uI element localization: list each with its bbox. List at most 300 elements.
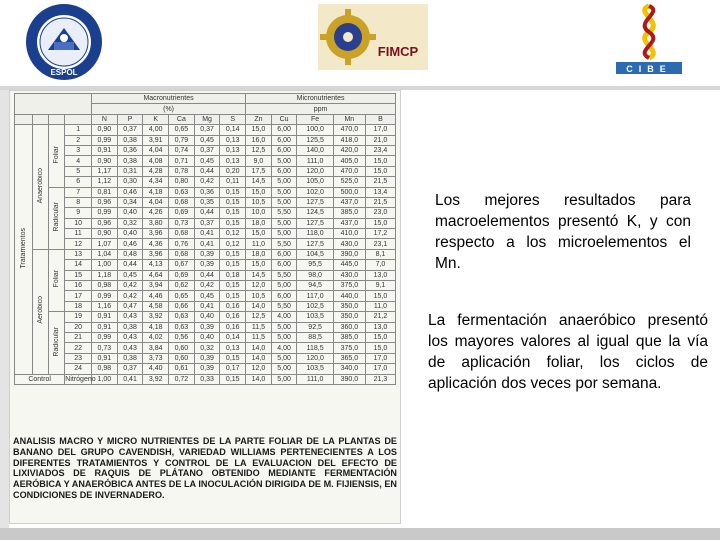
table-cell: 0,40 — [194, 312, 220, 322]
table-cell: 6,00 — [271, 260, 297, 270]
table-cell: 0,31 — [117, 166, 143, 176]
table-cell: 4,00 — [271, 312, 297, 322]
table-cell: 0,39 — [194, 249, 220, 259]
table-cell: 0,67 — [169, 260, 195, 270]
table-cell: 4,26 — [143, 208, 169, 218]
table-cell: 4,18 — [143, 187, 169, 197]
table-cell: 0,15 — [220, 260, 246, 270]
control-label: Control — [15, 374, 65, 384]
treatment-number: 18 — [65, 301, 92, 311]
table-cell: 0,99 — [92, 208, 118, 218]
table-cell: 0,13 — [220, 135, 246, 145]
anaerobico-label — [33, 125, 49, 250]
table-cell: 120,0 — [297, 166, 333, 176]
table-cell: 0,46 — [117, 239, 143, 249]
table-cell: 437,0 — [333, 218, 365, 228]
table-cell: 0,45 — [117, 270, 143, 280]
table-cell: 0,34 — [117, 197, 143, 207]
table-cell: 3,80 — [143, 218, 169, 228]
table-cell: 5,00 — [271, 364, 297, 374]
table-cell: 0,42 — [194, 177, 220, 187]
table-cell: 0,39 — [194, 353, 220, 363]
table-cell: 0,61 — [169, 364, 195, 374]
table-row — [15, 145, 396, 155]
table-cell: 95,5 — [297, 260, 333, 270]
table-cell: 12,5 — [246, 312, 272, 322]
table-cell: 5,00 — [271, 156, 297, 166]
table-cell: 3,84 — [143, 343, 169, 353]
fimcp-logo — [318, 4, 428, 70]
table-cell: 0,30 — [117, 177, 143, 187]
cibe-logo — [614, 2, 684, 76]
table-cell: 102,5 — [297, 301, 333, 311]
table-cell: 1,04 — [92, 249, 118, 259]
radicular-label-text: Radicular — [53, 201, 61, 232]
table-cell: 4,00 — [271, 343, 297, 353]
table-cell: 120,0 — [297, 353, 333, 363]
table-cell: 88,5 — [297, 332, 333, 342]
table-cell: 0,91 — [92, 145, 118, 155]
table-cell: 0,38 — [117, 156, 143, 166]
table-cell: 103,5 — [297, 312, 333, 322]
table-cell: 0,65 — [169, 125, 195, 135]
table-cell: 0,15 — [220, 187, 246, 197]
table-cell: 0,96 — [92, 197, 118, 207]
table-cell: 0,33 — [194, 374, 220, 384]
table-row — [15, 364, 396, 374]
table-cell: 21,2 — [365, 312, 395, 322]
table-cell: 0,37 — [194, 145, 220, 155]
table-cell: 0,78 — [169, 166, 195, 176]
table-cell: 0,41 — [194, 239, 220, 249]
table-row — [15, 239, 396, 249]
treatment-number: 12 — [65, 239, 92, 249]
table-cell: 6,00 — [271, 145, 297, 155]
table-cell: 5,00 — [271, 281, 297, 291]
table-cell: 0,90 — [92, 156, 118, 166]
macro-header: Macronutrientes — [92, 94, 246, 104]
table-cell: 0,42 — [117, 291, 143, 301]
table-cell: 420,0 — [333, 145, 365, 155]
table-cell: 0,14 — [220, 125, 246, 135]
table-cell: 0,47 — [117, 301, 143, 311]
table-cell: 0,44 — [194, 270, 220, 280]
table-cell: 0,15 — [220, 197, 246, 207]
table-cell: 92,5 — [297, 322, 333, 332]
table-cell: 125,5 — [297, 135, 333, 145]
treatment-number: 14 — [65, 260, 92, 270]
table-cell: 418,0 — [333, 135, 365, 145]
aerobico-label-text: Aeróbico — [37, 296, 45, 325]
table-cell: 4,40 — [143, 364, 169, 374]
table-cell: 0,99 — [92, 135, 118, 145]
table-cell: 0,39 — [194, 260, 220, 270]
column-header: Mg — [194, 114, 220, 124]
table-cell: 0,38 — [117, 353, 143, 363]
table-row — [15, 218, 396, 228]
table-row — [15, 291, 396, 301]
table-cell: 10,5 — [246, 291, 272, 301]
table-cell: 4,18 — [143, 322, 169, 332]
table-cell: 4,34 — [143, 177, 169, 187]
table-cell: 98,0 — [297, 270, 333, 280]
treatment-number: 9 — [65, 208, 92, 218]
table-cell: 17,0 — [365, 353, 395, 363]
table-cell: 5,00 — [271, 197, 297, 207]
table-cell: 0,99 — [92, 291, 118, 301]
table-cell: 0,37 — [194, 218, 220, 228]
table-row — [15, 135, 396, 145]
table-cell: 0,96 — [92, 218, 118, 228]
table-cell: 5,00 — [271, 177, 297, 187]
table-cell: 17,5 — [246, 166, 272, 176]
table-cell: 350,0 — [333, 301, 365, 311]
table-cell: 0,43 — [117, 332, 143, 342]
table-cell: 14,0 — [246, 374, 272, 384]
control-treatment: Nitrógeno — [65, 375, 96, 383]
header — [0, 0, 720, 86]
treatment-number: 11 — [65, 229, 92, 239]
table-row — [15, 270, 396, 280]
table-cell: 16,0 — [246, 135, 272, 145]
table-cell: 14,0 — [246, 343, 272, 353]
table-cell: 0,18 — [220, 270, 246, 280]
table-cell: 15,0 — [365, 343, 395, 353]
table-cell: 4,13 — [143, 260, 169, 270]
table-cell: 5,00 — [271, 229, 297, 239]
table-cell: 1,00 — [92, 374, 118, 384]
table-cell: 0,37 — [117, 125, 143, 135]
table-cell: 3,96 — [143, 229, 169, 239]
foliar-label-text: Foliar — [53, 270, 61, 288]
table-cell: 6,00 — [271, 125, 297, 135]
table-cell: 6,00 — [271, 249, 297, 259]
table-cell: 0,16 — [220, 301, 246, 311]
table-cell: 0,41 — [194, 229, 220, 239]
table-cell: 21,5 — [365, 177, 395, 187]
svg-text:FIMCP: FIMCP — [377, 44, 419, 59]
table-cell: 6,00 — [271, 291, 297, 301]
table-row — [15, 156, 396, 166]
table-cell: 4,04 — [143, 197, 169, 207]
table-cell: 0,13 — [220, 156, 246, 166]
table-cell: 12,0 — [246, 281, 272, 291]
table-cell: 0,11 — [220, 177, 246, 187]
treatment-number: 8 — [65, 197, 92, 207]
table-cell: 0,62 — [169, 281, 195, 291]
treatment-number: 16 — [65, 281, 92, 291]
table-cell: 23,1 — [365, 239, 395, 249]
anaerobico-label-text: Anaeróbico — [37, 167, 45, 204]
column-header: P — [117, 114, 143, 124]
table-cell: 0,48 — [117, 249, 143, 259]
table-cell: 0,32 — [117, 218, 143, 228]
table-row — [15, 260, 396, 270]
table-cell: 0,73 — [169, 218, 195, 228]
treatment-number: 4 — [65, 156, 92, 166]
table-cell: 4,58 — [143, 301, 169, 311]
table-cell: 375,0 — [333, 281, 365, 291]
table-cell: 4,02 — [143, 332, 169, 342]
table-cell: 10,5 — [246, 197, 272, 207]
treatment-number: 20 — [65, 322, 92, 332]
table-cell: 15,0 — [365, 156, 395, 166]
treatment-number: 10 — [65, 218, 92, 228]
table-row — [15, 332, 396, 342]
table-cell: 127,5 — [297, 197, 333, 207]
table-cell: 385,0 — [333, 208, 365, 218]
table-cell: 0,68 — [169, 249, 195, 259]
table-cell: 390,0 — [333, 374, 365, 384]
table-cell: 0,13 — [220, 145, 246, 155]
table-cell: 0,16 — [220, 312, 246, 322]
table-cell: 15,0 — [365, 291, 395, 301]
left-edge-strip — [0, 90, 9, 528]
table-cell: 405,0 — [333, 156, 365, 166]
table-cell: 3,96 — [143, 249, 169, 259]
table-cell: 0,63 — [169, 312, 195, 322]
table-cell: 6,00 — [271, 135, 297, 145]
radicular-label-text: Radicular — [53, 326, 61, 357]
table-cell: 15,0 — [365, 166, 395, 176]
table-cell: 5,00 — [271, 187, 297, 197]
table-cell: 0,45 — [194, 135, 220, 145]
column-header: Zn — [246, 114, 272, 124]
table-cell: 0,44 — [117, 260, 143, 270]
table-cell: 0,66 — [169, 301, 195, 311]
foliar-label — [49, 125, 65, 187]
table-cell: 0,44 — [194, 208, 220, 218]
treatment-number: 21 — [65, 332, 92, 342]
table-cell: 9,0 — [246, 156, 272, 166]
table-cell: 127,5 — [297, 239, 333, 249]
table-cell: 0,76 — [169, 239, 195, 249]
table-cell: 0,45 — [194, 156, 220, 166]
table-cell: 0,15 — [220, 218, 246, 228]
treatment-number: 7 — [65, 187, 92, 197]
table-cell: 0,65 — [169, 291, 195, 301]
table-cell: 437,0 — [333, 197, 365, 207]
treatment-number: 2 — [65, 135, 92, 145]
table-cell: 94,5 — [297, 281, 333, 291]
table-row — [15, 249, 396, 259]
treatment-number: 19 — [65, 312, 92, 322]
table-cell: 0,46 — [117, 187, 143, 197]
table-cell: 1,16 — [92, 301, 118, 311]
table-cell: 15,0 — [365, 332, 395, 342]
table-cell: 350,0 — [333, 312, 365, 322]
table-cell: 0,39 — [194, 322, 220, 332]
table-cell: 21,3 — [365, 374, 395, 384]
nutrient-table-figure — [9, 90, 401, 524]
table-cell: 5,50 — [271, 239, 297, 249]
table-cell: 118,5 — [297, 343, 333, 353]
table-row — [15, 166, 396, 176]
table-cell: 0,32 — [194, 343, 220, 353]
table-cell: 4,00 — [143, 125, 169, 135]
table-cell: 3,92 — [143, 374, 169, 384]
table-cell: 21,0 — [365, 135, 395, 145]
table-cell: 0,60 — [169, 343, 195, 353]
treatment-number: 13 — [65, 249, 92, 259]
table-cell: 0,15 — [220, 291, 246, 301]
table-cell: 5,50 — [271, 208, 297, 218]
table-cell: 111,0 — [297, 156, 333, 166]
table-cell: 13,0 — [365, 270, 395, 280]
table-cell: 0,73 — [92, 343, 118, 353]
table-cell: 5,00 — [271, 353, 297, 363]
table-cell: 9,1 — [365, 281, 395, 291]
column-header: Ca — [169, 114, 195, 124]
table-cell: 11,5 — [246, 332, 272, 342]
treatment-number: 1 — [65, 125, 92, 135]
table-cell: 0,16 — [220, 322, 246, 332]
table-cell: 0,40 — [194, 332, 220, 342]
table-cell: 0,43 — [117, 312, 143, 322]
table-cell: 11,0 — [246, 239, 272, 249]
table-cell: 15,0 — [246, 187, 272, 197]
table-cell: 4,28 — [143, 166, 169, 176]
foliar-label — [49, 249, 65, 311]
table-cell: 0,91 — [92, 312, 118, 322]
table-cell: 14,5 — [246, 177, 272, 187]
table-cell: 375,0 — [333, 343, 365, 353]
table-cell: 0,40 — [117, 229, 143, 239]
table-cell: 0,71 — [169, 156, 195, 166]
table-cell: 0,15 — [220, 249, 246, 259]
table-cell: 10,0 — [246, 208, 272, 218]
table-cell: 340,0 — [333, 364, 365, 374]
table-cell: 0,90 — [92, 229, 118, 239]
table-cell: 0,42 — [117, 281, 143, 291]
table-row — [15, 281, 396, 291]
table-cell: 5,00 — [271, 218, 297, 228]
table-cell: 127,5 — [297, 218, 333, 228]
tratamientos-label-text: Tratamientos — [20, 227, 28, 269]
table-cell: 17,0 — [365, 125, 395, 135]
table-cell: 103,5 — [297, 364, 333, 374]
table-cell: 1,07 — [92, 239, 118, 249]
column-header: Fe — [297, 114, 333, 124]
table-cell: 13,4 — [365, 187, 395, 197]
table-cell: 0,68 — [169, 229, 195, 239]
column-header: Mn — [333, 114, 365, 124]
radicular-label — [49, 312, 65, 374]
table-cell: 0,38 — [117, 322, 143, 332]
table-row — [15, 353, 396, 363]
table-cell: 410,0 — [333, 229, 365, 239]
espol-logo — [24, 2, 104, 82]
table-cell: 0,91 — [92, 353, 118, 363]
table-cell: 0,56 — [169, 332, 195, 342]
table-cell: 0,15 — [220, 353, 246, 363]
table-cell: 0,90 — [92, 125, 118, 135]
column-header: Cu — [271, 114, 297, 124]
aerobico-label — [33, 249, 49, 374]
column-header: S — [220, 114, 246, 124]
table-cell: 15,0 — [246, 260, 272, 270]
table-cell: 0,42 — [194, 281, 220, 291]
table-cell: 4,36 — [143, 239, 169, 249]
table-cell: 0,74 — [169, 145, 195, 155]
table-cell: 0,17 — [220, 364, 246, 374]
table-cell: 365,0 — [333, 353, 365, 363]
table-row — [15, 312, 396, 322]
table-cell: 124,5 — [297, 208, 333, 218]
table-cell: 0,20 — [220, 166, 246, 176]
table-row — [15, 177, 396, 187]
column-header: N — [92, 114, 118, 124]
table-corner — [15, 94, 92, 115]
table-cell: 1,12 — [92, 177, 118, 187]
table-cell: 0,15 — [220, 374, 246, 384]
table-cell: 0,72 — [169, 374, 195, 384]
foliar-label-text: Foliar — [53, 145, 61, 164]
table-row — [15, 125, 396, 135]
table-cell: 0,44 — [194, 166, 220, 176]
table-cell: 0,79 — [169, 135, 195, 145]
empty-head — [49, 114, 65, 124]
table-cell: 0,99 — [92, 332, 118, 342]
table-cell: 105,0 — [297, 177, 333, 187]
table-cell: 3,94 — [143, 281, 169, 291]
table-cell: 0,60 — [169, 353, 195, 363]
table-cell: 0,45 — [194, 291, 220, 301]
table-cell: 8,1 — [365, 249, 395, 259]
table-cell: 13,0 — [365, 322, 395, 332]
table-cell: 4,08 — [143, 156, 169, 166]
table-row — [15, 343, 396, 353]
table-cell: 3,73 — [143, 353, 169, 363]
svg-text:CIBE: CIBE — [626, 64, 672, 74]
table-cell: 360,0 — [333, 322, 365, 332]
table-cell: 117,0 — [297, 291, 333, 301]
table-cell: 445,0 — [333, 260, 365, 270]
table-cell: 430,0 — [333, 239, 365, 249]
table-cell: 12,5 — [246, 145, 272, 155]
table-cell: 3,92 — [143, 312, 169, 322]
table-cell: 4,46 — [143, 291, 169, 301]
column-header: B — [365, 114, 395, 124]
table-cell: 5,00 — [271, 322, 297, 332]
table-cell: 0,12 — [220, 229, 246, 239]
table-cell: 15,0 — [365, 218, 395, 228]
table-cell: 5,00 — [271, 332, 297, 342]
table-cell: 0,69 — [169, 270, 195, 280]
table-cell: 1,00 — [92, 260, 118, 270]
table-cell: 0,15 — [220, 208, 246, 218]
table-cell: 17,2 — [365, 229, 395, 239]
table-cell: 0,68 — [169, 197, 195, 207]
footer-bar — [0, 528, 720, 540]
table-cell: 18,0 — [246, 218, 272, 228]
table-caption: ANALISIS MACRO Y MICRO NUTRIENTES DE LA PARTE FOLIAR DE LA PLANTAS DE BANANO DEL GRUPO CAVENDISH, VARIEDAD WILLIAMS PERTENECIENTES A LOS DIFERENTES TRATAMIENTOS Y CONTROL DE LA EVALUACION DEL EFECTO DE LIXIVIADOS DE RAQUIS DE PLÁTANO OBTENIDO MEDIANTE FERMENTACIÓN AERÓBICA Y ANAERÓBICA ANTES DE LA INOCULACIÓN DIRIGIDA DE M. FIJIENSIS, EN CONDICIONES DE INVERNADERO. — [13, 436, 397, 500]
table-cell: 0,81 — [92, 187, 118, 197]
table-cell: 0,98 — [92, 281, 118, 291]
treatment-number: 3 — [65, 145, 92, 155]
treatment-number: 23 — [65, 353, 92, 363]
table-cell: 0,69 — [169, 208, 195, 218]
column-header: K — [143, 114, 169, 124]
summary-paragraph-1: Los mejores resultados para macroelementos presentó K, y con respecto a los microelementos el Mn. — [435, 192, 691, 272]
table-cell: 0,41 — [117, 374, 143, 384]
table-cell: 0,39 — [194, 364, 220, 374]
table-cell: 23,0 — [365, 208, 395, 218]
table-row — [15, 229, 396, 239]
table-cell: 440,0 — [333, 291, 365, 301]
treatment-number: 15 — [65, 270, 92, 280]
table-cell: 7,0 — [365, 260, 395, 270]
